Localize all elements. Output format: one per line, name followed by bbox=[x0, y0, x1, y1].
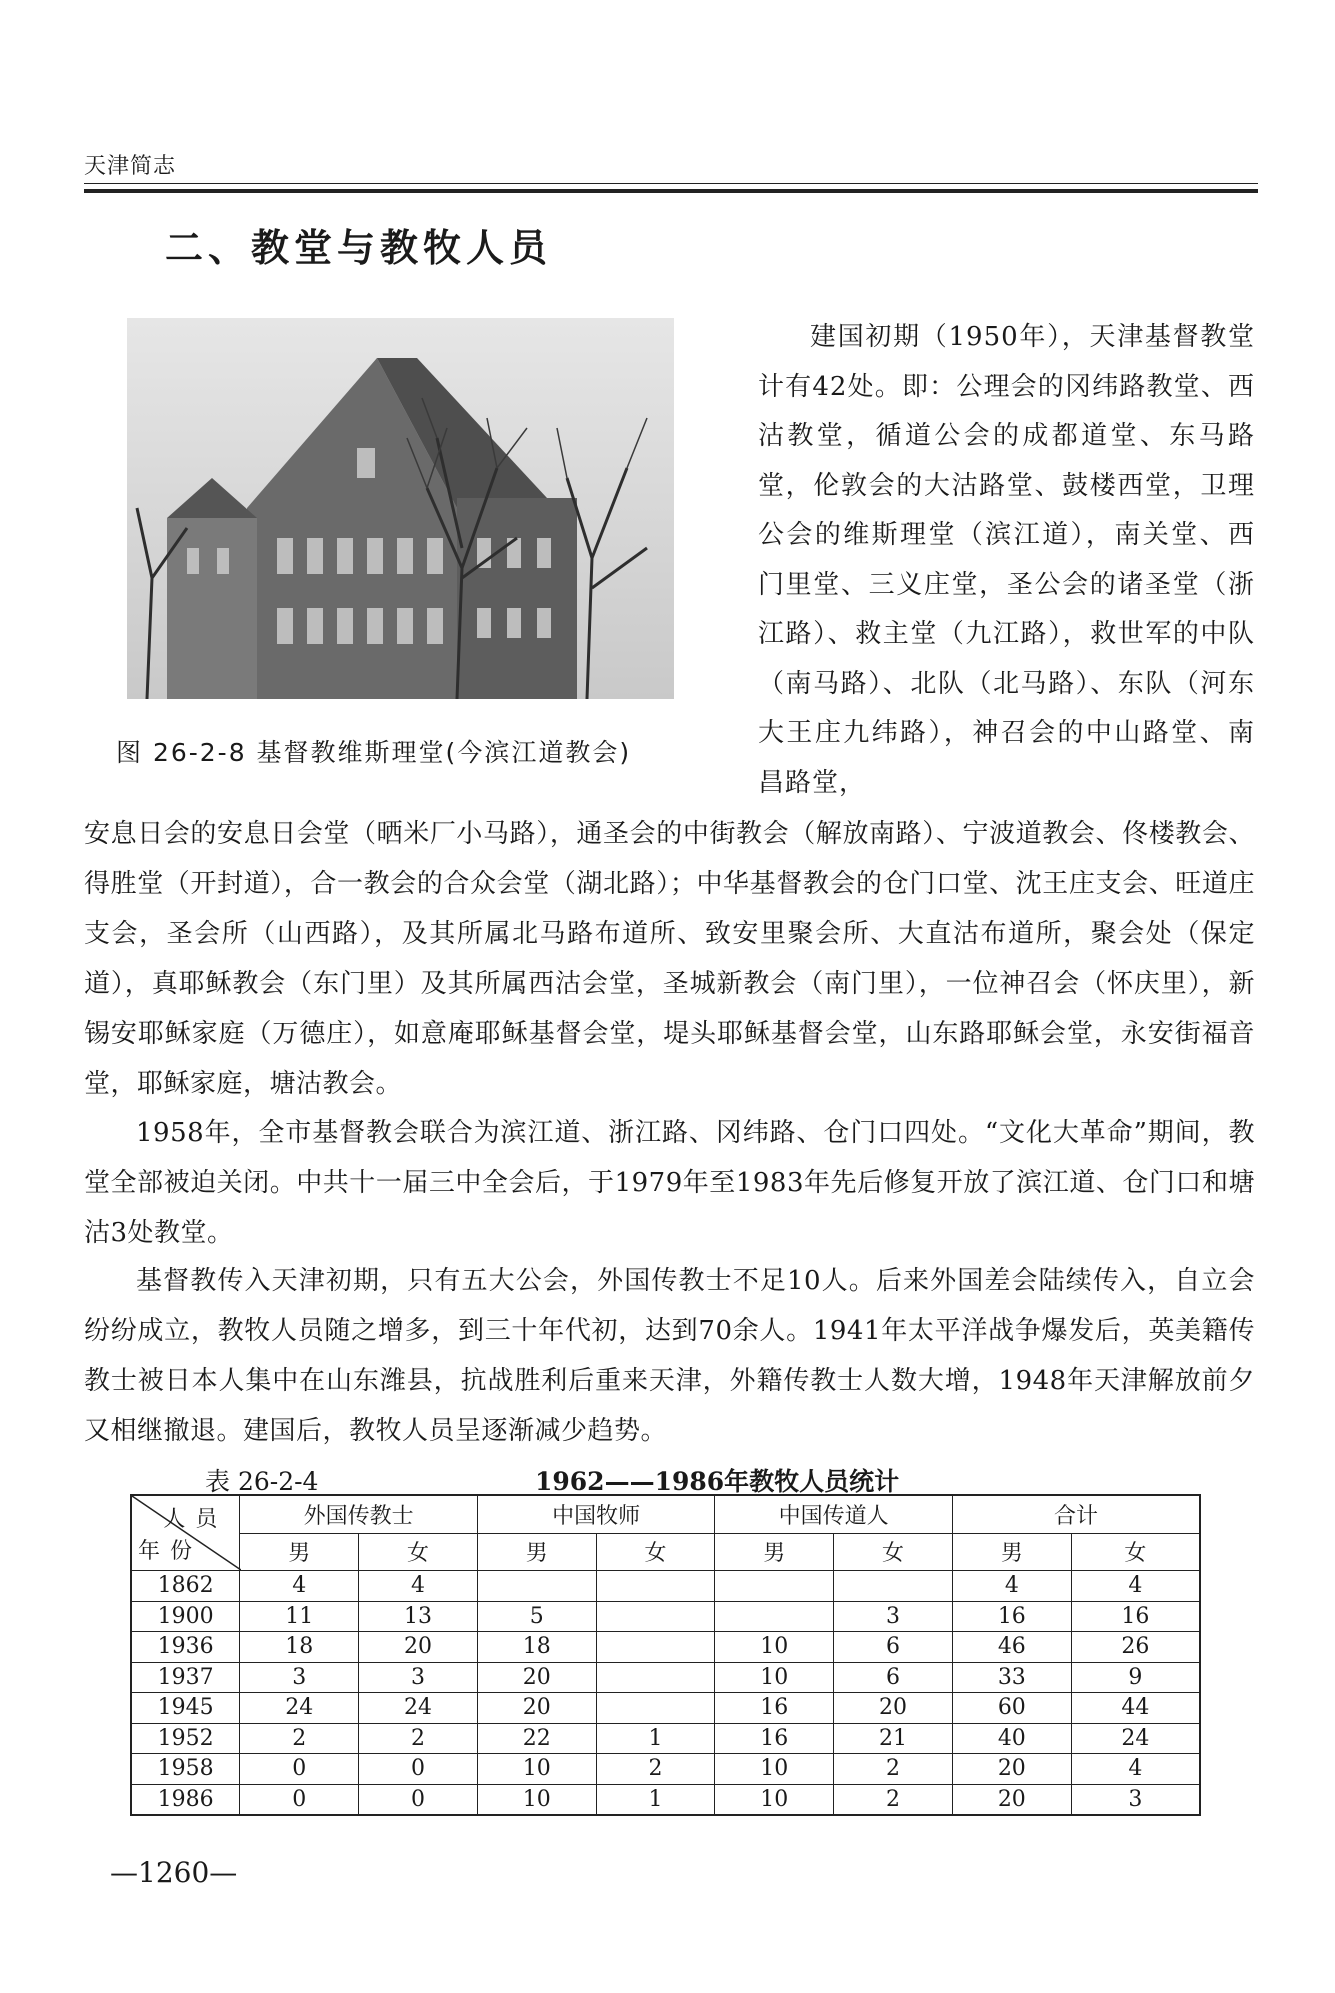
table-cell: 20 bbox=[359, 1632, 478, 1663]
table-cell: 4 bbox=[359, 1571, 478, 1602]
table-cell: 4 bbox=[1071, 1571, 1200, 1602]
sub-header: 女 bbox=[834, 1533, 953, 1570]
table-cell: 1 bbox=[596, 1723, 715, 1754]
table-cell: 20 bbox=[834, 1693, 953, 1724]
section-title: 二、教堂与教牧人员 bbox=[165, 225, 553, 270]
sub-header: 男 bbox=[240, 1533, 359, 1570]
table-cell-year: 1937 bbox=[131, 1662, 240, 1693]
table-cell bbox=[596, 1662, 715, 1693]
table-cell: 0 bbox=[240, 1784, 359, 1815]
table-row bbox=[131, 1693, 1200, 1724]
sub-header: 男 bbox=[952, 1533, 1071, 1570]
table-cell bbox=[834, 1571, 953, 1602]
table-cell: 3 bbox=[240, 1662, 359, 1693]
table-cell: 2 bbox=[240, 1723, 359, 1754]
group-header: 中国牧师 bbox=[477, 1495, 715, 1533]
table-cell: 2 bbox=[834, 1784, 953, 1815]
table-row bbox=[131, 1784, 1200, 1815]
table-cell: 60 bbox=[952, 1693, 1071, 1724]
table-cell-year: 1862 bbox=[131, 1571, 240, 1602]
table-cell-year: 1900 bbox=[131, 1601, 240, 1632]
table-cell: 3 bbox=[359, 1662, 478, 1693]
photo-caption: 图 26-2-8 基督教维斯理堂(今滨江道教会) bbox=[116, 738, 632, 767]
paragraph-1-continued: 安息日会的安息日会堂（晒米厂小马路），通圣会的中街教会（解放南路）、宁波道教会、佟楼教会、得胜堂（开封道），合一教会的合众会堂（湖北路）；中华基督教会的仓门口堂、沈王庄支会、旺道庄支会，圣会所（山西路），及其所属北马路布道所、致安里聚会所、大直沽布道所，聚会处（保定道），真耶稣教会（东门里）及其所属西沽会堂，圣城新教会（南门里），一位神召会（怀庆里），新锡安耶稣家庭（万德庄），如意庵耶稣基督会堂，堤头耶稣基督会堂，山东路耶稣会堂，永安街福音堂，耶稣家庭，塘沽教会。 bbox=[84, 819, 1255, 1099]
table-cell-year: 1945 bbox=[131, 1693, 240, 1724]
table-cell-year: 1952 bbox=[131, 1723, 240, 1754]
group-header: 中国传道人 bbox=[715, 1495, 953, 1533]
table-cell: 10 bbox=[715, 1632, 834, 1663]
corner-label-personnel: 人员 bbox=[163, 1507, 228, 1532]
table-cell: 4 bbox=[240, 1571, 359, 1602]
paragraph-1-start: 建国初期（1950年），天津基督教堂计有42处。即：公理会的冈纬路教堂、西沽教堂，循道公会的成都道堂、东马路堂，伦敦会的大沽路堂、鼓楼西堂，卫理公会的维斯理堂（滨江道），南关堂、西门里堂、三义庄堂，圣公会的诸圣堂（浙江路）、救主堂（九江路），救世军的中队（南马路）、北队（北马路）、东队（河东大王庄九纬路），神召会的中山路堂、南昌路堂， bbox=[758, 322, 1255, 798]
table-cell: 0 bbox=[240, 1754, 359, 1785]
table-cell bbox=[477, 1571, 596, 1602]
table-cell: 4 bbox=[1071, 1754, 1200, 1785]
table-corner-header bbox=[131, 1495, 240, 1571]
table-cell: 20 bbox=[952, 1754, 1071, 1785]
header-rule bbox=[84, 183, 1258, 184]
sub-header: 女 bbox=[359, 1533, 478, 1570]
group-header: 外国传教士 bbox=[240, 1495, 478, 1533]
sub-header: 女 bbox=[1071, 1533, 1200, 1570]
table-row bbox=[131, 1754, 1200, 1785]
page-number: —1260— bbox=[110, 1856, 238, 1889]
table-cell: 10 bbox=[715, 1754, 834, 1785]
table-cell: 16 bbox=[715, 1693, 834, 1724]
table-cell: 10 bbox=[715, 1784, 834, 1815]
table-cell: 10 bbox=[715, 1662, 834, 1693]
table-cell: 13 bbox=[359, 1601, 478, 1632]
table-row bbox=[131, 1723, 1200, 1754]
sub-header: 男 bbox=[715, 1533, 834, 1570]
corner-label-year: 年份 bbox=[138, 1539, 203, 1564]
table-cell: 16 bbox=[1071, 1601, 1200, 1632]
table-cell-year: 1958 bbox=[131, 1754, 240, 1785]
table-cell: 20 bbox=[477, 1693, 596, 1724]
table-cell: 5 bbox=[477, 1601, 596, 1632]
table-cell: 4 bbox=[952, 1571, 1071, 1602]
table-cell: 11 bbox=[240, 1601, 359, 1632]
table-cell: 6 bbox=[834, 1632, 953, 1663]
table-cell: 26 bbox=[1071, 1632, 1200, 1663]
table-cell: 16 bbox=[952, 1601, 1071, 1632]
table-cell bbox=[596, 1571, 715, 1602]
table-cell: 6 bbox=[834, 1662, 953, 1693]
paragraph-3: 基督教传入天津初期，只有五大公会，外国传教士不足10人。后来外国差会陆续传入，自立会纷纷成立，教牧人员随之增多，到三十年代初，达到70余人。1941年太平洋战争爆发后，英美籍传教士被日本人集中在山东潍县，抗战胜利后重来天津，外籍传教士人数大增，1948年天津解放前夕又相继撤退。建国后，教牧人员呈逐渐减少趋势。 bbox=[84, 1266, 1255, 1446]
paragraph-2: 1958年，全市基督教会联合为滨江道、浙江路、冈纬路、仓门口四处。“文化大革命”期间，教堂全部被迫关闭。中共十一届三中全会后，于1979年至1983年先后修复开放了滨江道、仓门口和塘沽3处教堂。 bbox=[84, 1118, 1255, 1248]
group-header: 合计 bbox=[952, 1495, 1200, 1533]
table-cell: 46 bbox=[952, 1632, 1071, 1663]
church-photo bbox=[127, 318, 674, 699]
running-header: 天津简志 bbox=[84, 154, 177, 179]
table-cell: 40 bbox=[952, 1723, 1071, 1754]
sub-header: 女 bbox=[596, 1533, 715, 1570]
table-cell: 1 bbox=[596, 1784, 715, 1815]
sub-header: 男 bbox=[477, 1533, 596, 1570]
table-cell bbox=[715, 1571, 834, 1602]
table-row bbox=[131, 1662, 1200, 1693]
table-cell: 24 bbox=[240, 1693, 359, 1724]
table-cell: 16 bbox=[715, 1723, 834, 1754]
table-cell: 2 bbox=[359, 1723, 478, 1754]
table-cell: 18 bbox=[240, 1632, 359, 1663]
table-cell: 10 bbox=[477, 1784, 596, 1815]
table-cell bbox=[596, 1693, 715, 1724]
table-title: 1962——1986年教牧人员统计 bbox=[535, 1467, 900, 1496]
table-cell: 44 bbox=[1071, 1693, 1200, 1724]
table-cell: 18 bbox=[477, 1632, 596, 1663]
table-cell bbox=[596, 1601, 715, 1632]
clergy-statistics-table bbox=[130, 1494, 1201, 1816]
table-cell: 2 bbox=[834, 1754, 953, 1785]
table-cell: 2 bbox=[596, 1754, 715, 1785]
table-cell: 21 bbox=[834, 1723, 953, 1754]
table-row bbox=[131, 1601, 1200, 1632]
table-cell: 24 bbox=[359, 1693, 478, 1724]
header-rule-thick bbox=[84, 189, 1258, 193]
table-cell-year: 1986 bbox=[131, 1784, 240, 1815]
table-cell: 20 bbox=[477, 1662, 596, 1693]
table-label: 表 26-2-4 bbox=[205, 1467, 319, 1496]
table-cell: 3 bbox=[1071, 1784, 1200, 1815]
table-cell: 22 bbox=[477, 1723, 596, 1754]
table-row bbox=[131, 1632, 1200, 1663]
table-cell-year: 1936 bbox=[131, 1632, 240, 1663]
table-cell: 0 bbox=[359, 1754, 478, 1785]
table-cell: 33 bbox=[952, 1662, 1071, 1693]
table-cell: 10 bbox=[477, 1754, 596, 1785]
table-cell: 0 bbox=[359, 1784, 478, 1815]
table-cell: 24 bbox=[1071, 1723, 1200, 1754]
table-cell: 3 bbox=[834, 1601, 953, 1632]
table-cell: 9 bbox=[1071, 1662, 1200, 1693]
table-cell: 20 bbox=[952, 1784, 1071, 1815]
table-row bbox=[131, 1571, 1200, 1602]
table-cell bbox=[715, 1601, 834, 1632]
table-cell bbox=[596, 1632, 715, 1663]
